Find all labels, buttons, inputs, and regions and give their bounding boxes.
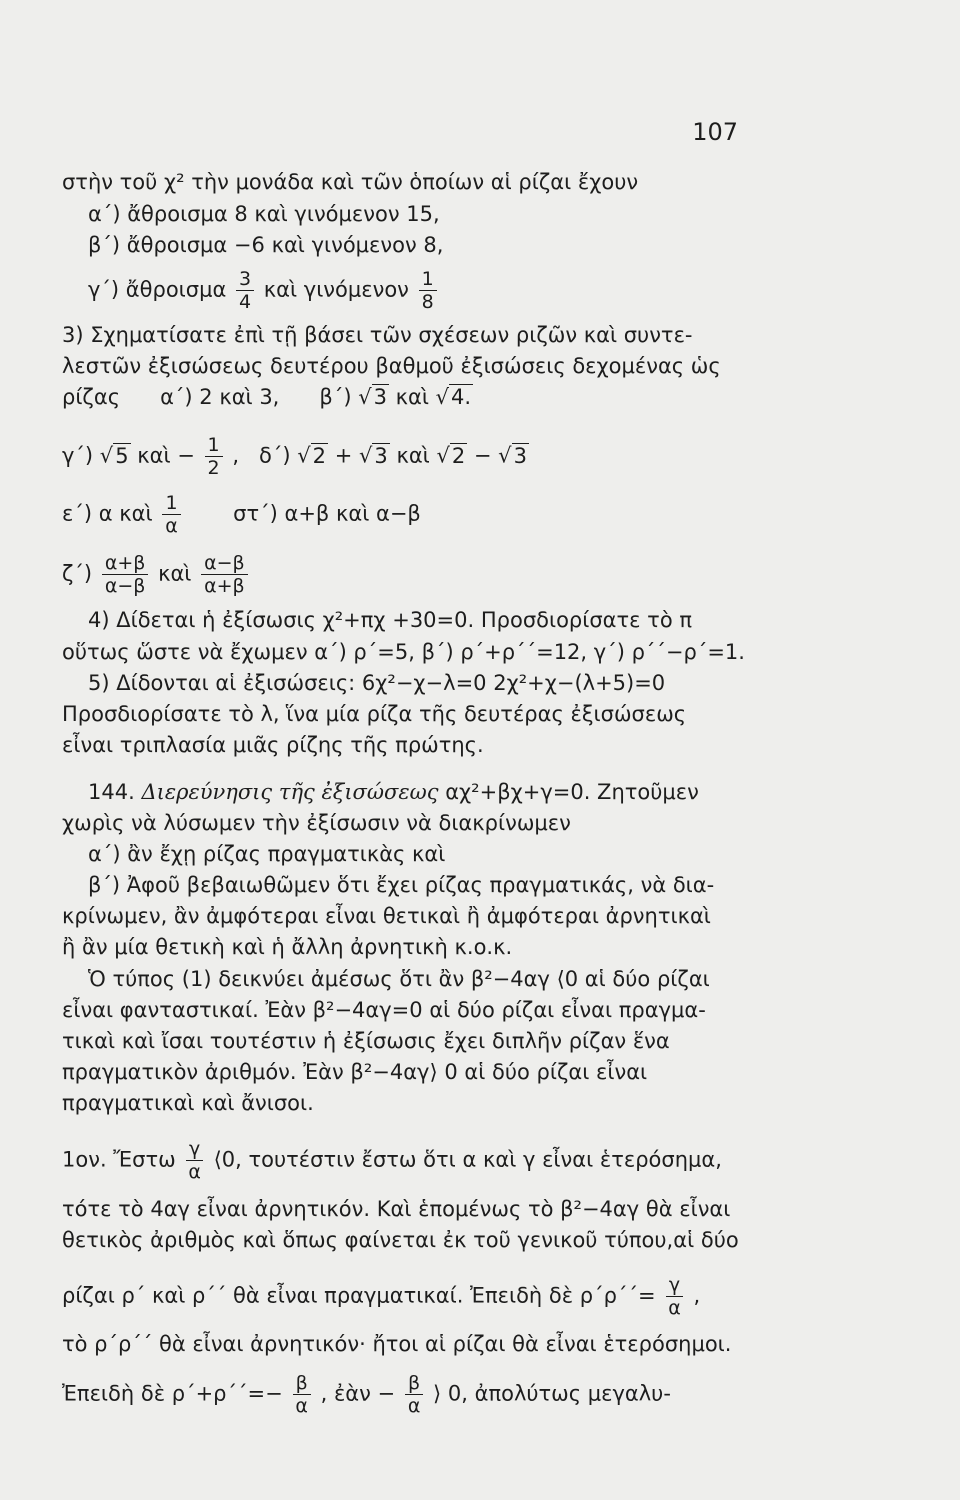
text-span: καὶ [395,385,429,409]
text-line [62,1138,762,1183]
numerator: 1 [162,492,180,515]
text-line: κρίνωμεν, ἂν ἀμφότεραι εἶναι θετικαὶ ἢ ἀμφότεραι ἀρνητικαὶ [62,904,711,928]
radicand: 3 [374,443,388,468]
text-line: γ΄) √5 καὶ − $\frac{1}{2}$ , δ΄) √2 + √3 καὶ √2 − √3 [62,434,527,479]
numerator: γ [186,1138,203,1161]
text-line: 4) Δίδεται ἡ ἐξίσωσις χ²+πχ +30=0. Προσδιορίσατε τὸ π [88,608,692,632]
radicand: 2 [451,443,466,468]
denominator: α [407,1395,421,1417]
text-line: Προσδιορίσατε τὸ λ, ἵνα μία ρίζα τῆς δευτέρας ἐξισώσεως [62,702,687,726]
text-line: Ὁ τύπος (1) δεικνύει ἀμέσως ὅτι ἂν β²−4αγ ⟨0 αἱ δύο ρίζαι [88,967,710,991]
text-line: πραγματικαὶ καὶ ἄνισοι. [62,1091,314,1115]
fraction [405,1372,424,1417]
text-span: καὶ [158,561,192,586]
text-span: γ΄) ἄθροισμα [88,277,227,302]
fraction [185,1138,204,1183]
numerator: α+β [102,552,149,575]
page-number: 107 [692,118,738,146]
text-span: , δ΄) [232,443,291,468]
denominator: α [295,1395,308,1417]
text-span: , [693,1283,701,1308]
radicand: 4. [451,385,472,409]
text-line: τικαὶ καὶ ἴσαι τουτέστιν ἡ ἐξίσωσις ἔχει διπλῆν ρίζαν ἕνα [62,1029,670,1053]
radicand: 3 [513,443,527,468]
radicand: 5 [115,443,129,468]
text-line: τότε τὸ 4αγ εἶναι ἀρνητικόν. Καὶ ἑπομένως τὸ β²−4αγ θὰ εἶναι [62,1197,731,1221]
fraction [162,492,181,537]
numerator: α−β [201,552,248,575]
fraction [205,434,223,479]
text-line: εἶναι φανταστικαί. Ἐὰν β²−4αγ=0 αἱ δύο ρίζαι εἶναι πραγμα- [62,998,706,1022]
denominator: 2 [207,457,220,479]
section-title: Διερεύνησις τῆς ἐξισώσεως [141,780,439,804]
text-line: ἢ ἂν μία θετικὴ καὶ ἡ ἄλλη ἀρνητικὴ κ.ο.κ. [62,935,513,959]
text-span: − [473,443,492,468]
text-line [62,552,762,597]
radicand: 3 [373,385,387,409]
text-line: 3) Σχηματίσατε ἐπὶ τῇ βάσει τῶν σχέσεων ριζῶν καὶ συντε- [62,323,693,347]
fraction [665,1274,684,1319]
text-span: καὶ − [137,443,195,468]
text-line: χωρὶς νὰ λύσωμεν τὴν ἐξίσωσιν νὰ διακρίνωμεν [62,811,571,835]
text-span: στ΄) α+β καὶ α−β [233,501,421,526]
text-line: στὴν τοῦ χ² τὴν μονάδα καὶ τῶν ὁποίων αἱ ρίζαι ἔχουν [62,170,639,194]
numerator: 1 [205,434,223,457]
numerator: β [293,1372,311,1395]
text-line: α΄) ἄθροισμα 8 καὶ γινόμενον 15, [88,202,440,226]
text-span: , ἐὰν − [320,1381,396,1406]
text-line: τὸ ρ΄ρ΄΄ θὰ εἶναι ἀρνητικόν· ἤτοι αἱ ρίζαι θὰ εἶναι ἑτερόσημοι. [62,1332,732,1356]
denominator: α+β [204,575,245,597]
denominator: α [668,1297,681,1319]
numerator: 3 [236,268,254,291]
numerator: β [405,1372,423,1395]
text-line [62,1274,762,1319]
text-line: α΄) ἂν ἔχῃ ρίζας πραγματικὰς καὶ [88,842,446,866]
text-span: + [334,443,353,468]
text-span: καὶ γινόμενον [263,277,409,302]
text-line: θετικὸς ἀριθμὸς καὶ ὅπως φαίνεται ἐκ τοῦ γενικοῦ τύπου,αἱ δύο [62,1228,739,1252]
text-line: οὕτως ὥστε νὰ ἔχωμεν α΄) ρ΄=5, β΄) ρ΄+ρ΄΄=12, γ΄) ρ΄΄−ρ΄=1. [62,640,745,664]
denominator: 4 [238,291,252,313]
text-span: γ΄) [62,443,94,468]
text-span: καὶ [396,443,430,468]
numerator: γ [666,1274,683,1297]
denominator: α−β [104,575,146,597]
text-line: 5) Δίδονται αἱ ἐξισώσεις: 6χ²−χ−λ=0 2χ²+χ−(λ+5)=0 [88,671,666,695]
text-line: β΄) Ἀφοῦ βεβαιωθῶμεν ὅτι ἔχει ρίζας πραγματικάς, νὰ δια- [88,873,715,897]
text-span: αχ²+βχ+γ=0. Ζητοῦμεν [445,780,699,804]
fraction [201,552,248,597]
fraction [419,268,437,313]
text-span: 1ον. Ἔστω [62,1147,176,1172]
text-span: ζ΄) [62,561,93,586]
fraction [102,552,149,597]
fraction [236,268,254,313]
fraction [292,1372,311,1417]
denominator: α [188,1161,201,1183]
text-line: πραγματικὸν ἀριθμόν. Ἐὰν β²−4αγ⟩ 0 αἱ δύο ρίζαι εἶναι [62,1060,648,1084]
text-line: β΄) ἄθροισμα −6 καὶ γινόμενον 8, [88,233,444,257]
text-line [62,1372,762,1417]
text-span: ρίζας α΄) 2 καὶ 3, β΄) [62,385,352,409]
text-line: εἶναι τριπλασία μιᾶς ρίζης τῆς πρώτης. [62,733,484,757]
text-line: λεστῶν ἐξισώσεως δευτέρου βαθμοῦ ἐξισώσεις δεχομένας ὡς [62,354,721,378]
section-number: 144. [88,780,135,804]
section-heading [88,778,788,806]
text-line: ρίζας α΄) 2 καὶ 3, β΄) √3 καὶ √4. [62,385,472,409]
numerator: 1 [419,268,437,291]
text-span: ρίζαι ρ΄ καὶ ρ΄΄ θὰ εἶναι πραγματικαί. Ἐπειδὴ δὲ ρ΄ρ΄΄= [62,1283,656,1308]
text-span: ⟨0, τουτέστιν ἔστω ὅτι α καὶ γ εἶναι ἑτερόσημα, [213,1147,722,1172]
text-span: ε΄) α καὶ [62,501,153,526]
text-line [88,268,788,313]
radicand: 2 [312,443,327,468]
denominator: 8 [421,291,434,313]
denominator: α [165,515,178,537]
text-line [62,492,762,537]
text-span: Ἐπειδὴ δὲ ρ΄+ρ΄΄=− [62,1381,283,1406]
text-span: ⟩ 0, ἀπολύτως μεγαλυ- [433,1381,671,1406]
